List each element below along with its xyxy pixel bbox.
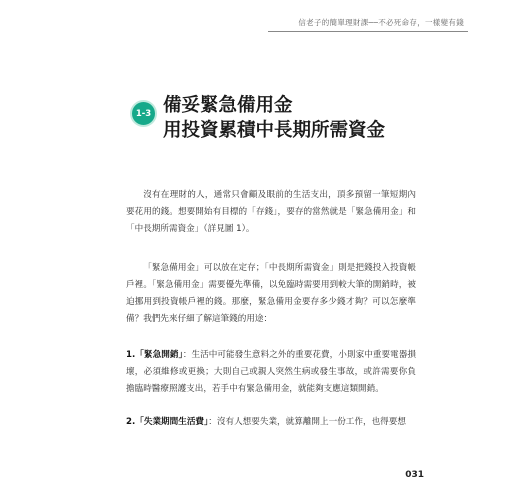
list-item-text: ：生活中可能發生意料之外的重要花費，小則家中重要電器損壞，必須維修或更換；大則自己或親人突然生病或發生事故，或許需要你負擔臨時醫療照護支出，若手中有緊急備用金，就能夠支應這類開銷。 xyxy=(126,350,416,394)
section-title-line2: 用投資累積中長期所需資金 xyxy=(163,120,386,141)
running-header: 信老子的簡單理財課──不必死命存，一樣變有錢 xyxy=(298,18,464,27)
list-item-number: 2. xyxy=(126,417,136,427)
list-item-number: 1. xyxy=(126,350,136,360)
body-paragraph-2: 「緊急備用金」可以放在定存；「中長期所需資金」則是把錢投入投資帳戶裡。「緊急備用金」需要優先準備，以免臨時需要用到較大筆的開銷時，被迫挪用到投資帳戶裡的錢。那麼，緊急備用金要存多少錢才夠？可以怎麼準備？我們先來仔細了解這筆錢的用途： xyxy=(126,263,416,324)
section-title-line1: 備妥緊急備用金 xyxy=(163,95,293,116)
list-item-text: ：沒有人想要失業，就算離開上一份工作，也得要想 xyxy=(208,417,406,427)
list-item-term: 「失業期間生活費」 xyxy=(135,417,209,427)
list-item-term: 「緊急開銷」 xyxy=(135,350,183,360)
body-paragraph-1: 沒有在理財的人，通常只會顧及眼前的生活支出，頂多預留一筆短期內要花用的錢。想要開始有目標的「存錢」，要存的當然就是「緊急備用金」和「中長期所需資金」（詳見圖 1）。 xyxy=(126,190,416,234)
page-number: 031 xyxy=(405,470,424,480)
list-item-1 xyxy=(126,347,416,398)
section-number-badge: 1-3 xyxy=(130,100,157,127)
list-item-2 xyxy=(126,414,416,431)
header-rule xyxy=(268,31,468,32)
